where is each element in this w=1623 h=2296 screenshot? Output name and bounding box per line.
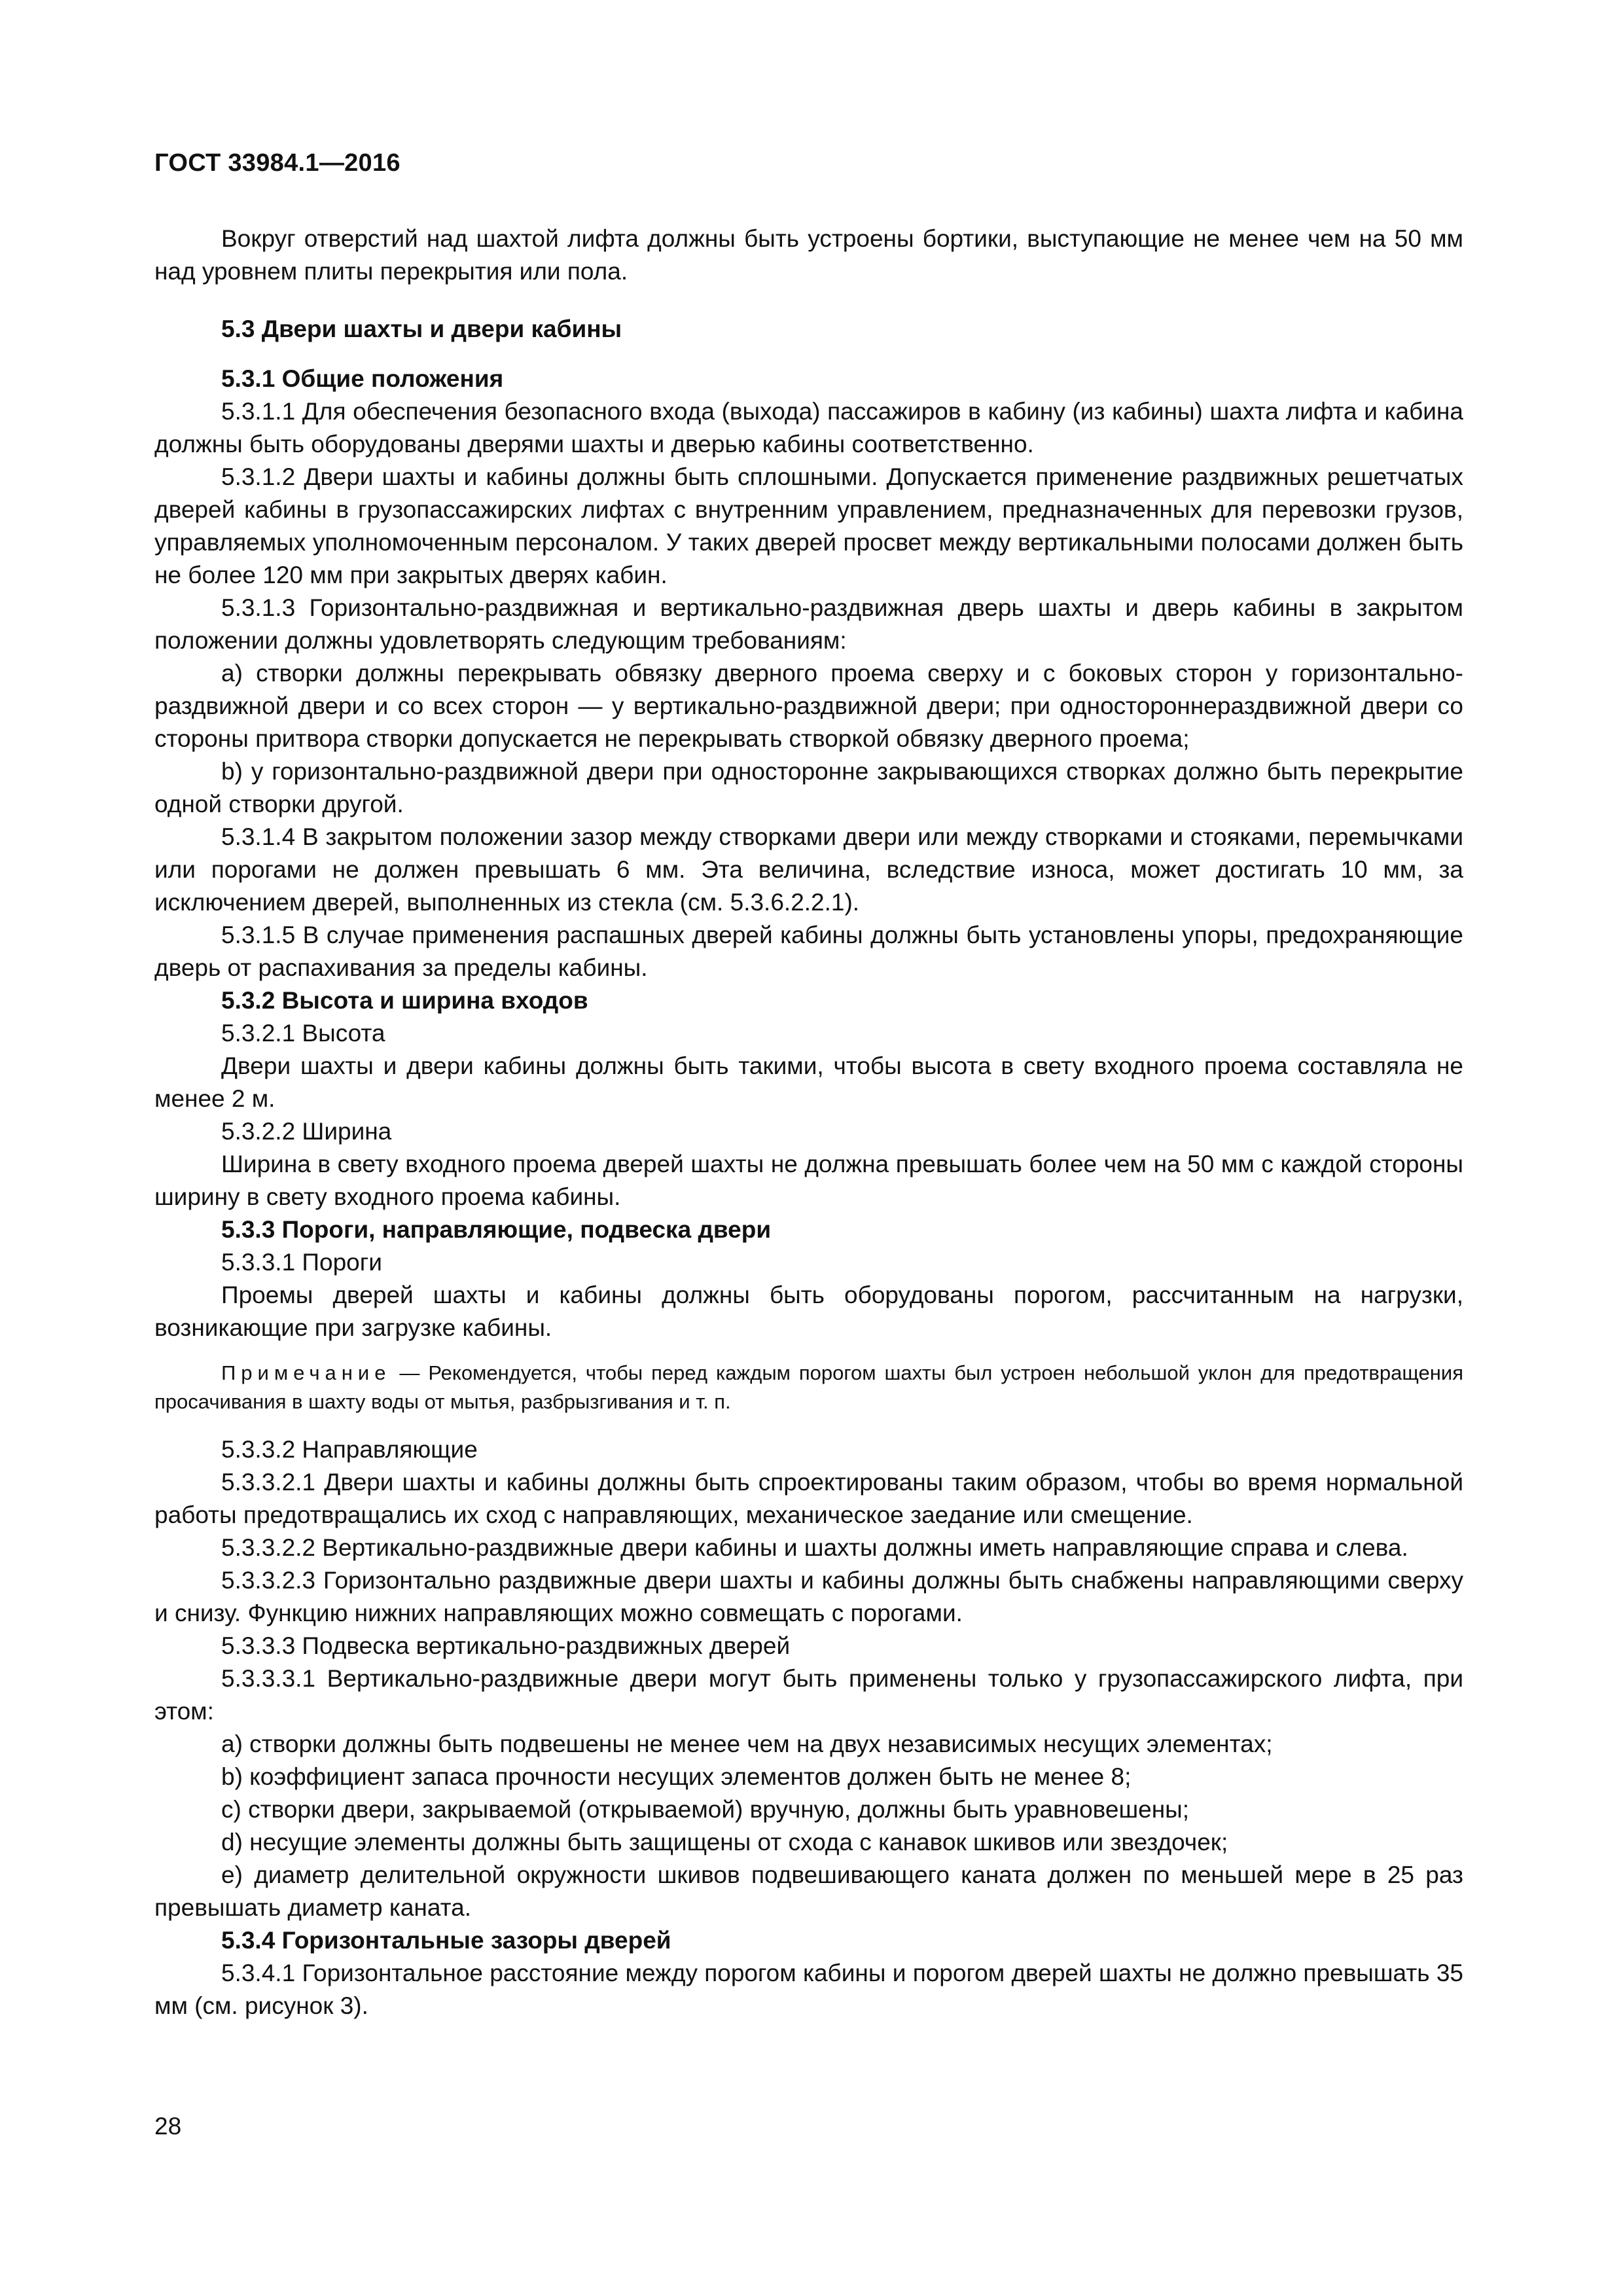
- paragraph-5-3-1-5: 5.3.1.5 В случае применения распашных дверей кабины должны быть установлены упоры, предохраняющие дверь от распахивания за пределы кабины.: [154, 922, 1463, 981]
- paragraph-5-3-1-4: 5.3.1.4 В закрытом положении зазор между створками двери или между створками и стояками, перемычками или порогами не должен превышать 6 мм. Эта величина, вследствие износа, может достигать 10 мм, за исключением дверей, выполненных из стекла (см. 5.3.6.2.2.1).: [154, 823, 1463, 916]
- list-item-d-suspension: d) несущие элементы должны быть защищены от схода с канавок шкивов или звездочек;: [221, 1829, 1228, 1856]
- subheading-5-3-3-1: 5.3.3.1 Пороги: [221, 1249, 382, 1276]
- list-item-b: b) у горизонтально-раздвижной двери при односторонне закрывающихся створках должно быть перекрытие одной створки другой.: [154, 758, 1463, 817]
- paragraph-5-3-3-2-1: 5.3.3.2.1 Двери шахты и кабины должны быть спроектированы таким образом, чтобы во время нормальной работы предотвращались их сход с направляющих, механическое заедание или смещение.: [154, 1469, 1463, 1528]
- subheading-5-3-3-3: 5.3.3.3 Подвеска вертикально-раздвижных дверей: [221, 1632, 791, 1659]
- paragraph-intro: Вокруг отверстий над шахтой лифта должны быть устроены бортики, выступающие не менее чем на 50 мм над уровнем плиты перекрытия или пола.: [154, 225, 1463, 285]
- subheading-5-3-3-2: 5.3.3.2 Направляющие: [221, 1436, 478, 1463]
- note-text: — Рекомендуется, чтобы перед каждым порогом шахты был устроен небольшой уклон для предотвращения просачивания в шахту воды от мытья, разбрызгивания и т. п.: [154, 1361, 1463, 1413]
- paragraph-5-3-3-2-3: 5.3.3.2.3 Горизонтально раздвижные двери шахты и кабины должны быть снабжены направляющими сверху и снизу. Функцию нижних направляющих можно совмещать с порогами.: [154, 1567, 1463, 1626]
- paragraph-5-3-3-3-1: 5.3.3.3.1 Вертикально-раздвижные двери могут быть применены только у грузопассажирского лифта, при этом:: [154, 1665, 1463, 1725]
- section-heading-5-3-2: 5.3.2 Высота и ширина входов: [221, 987, 588, 1014]
- section-heading-5-3-4: 5.3.4 Горизонтальные зазоры дверей: [221, 1927, 671, 1954]
- section-heading-5-3-1: 5.3.1 Общие положения: [221, 365, 504, 392]
- list-item-b-suspension: b) коэффициент запаса прочности несущих элементов должен быть не менее 8;: [221, 1763, 1132, 1790]
- note-label: Примечание: [221, 1361, 391, 1384]
- section-heading-5-3: 5.3 Двери шахты и двери кабины: [221, 315, 622, 342]
- page-number: 28: [154, 2113, 182, 2140]
- list-item-c-suspension: c) створки двери, закрываемой (открываемой) вручную, должны быть уравновешены;: [221, 1796, 1190, 1823]
- subheading-5-3-2-2: 5.3.2.2 Ширина: [221, 1118, 392, 1145]
- paragraph-5-3-1-3: 5.3.1.3 Горизонтально-раздвижная и вертикально-раздвижная дверь шахты и дверь кабины в закрытом положении должны удовлетворять следующим требованиям:: [154, 594, 1463, 654]
- standard-code: ГОСТ 33984.1—2016: [154, 149, 401, 177]
- paragraph-5-3-3-2-2: 5.3.3.2.2 Вертикально-раздвижные двери кабины и шахты должны иметь направляющие справа и слева.: [221, 1534, 1408, 1561]
- list-item-a-suspension: a) створки должны быть подвешены не менее чем на двух независимых несущих элементах;: [221, 1731, 1273, 1757]
- paragraph-height: Двери шахты и двери кабины должны быть такими, чтобы высота в свету входного проема составляла не менее 2 м.: [154, 1052, 1463, 1112]
- note: [154, 1359, 1463, 1416]
- list-item-a: a) створки должны перекрывать обвязку дверного проема сверху и с боковых сторон у горизонтально-раздвижной двери и со всех сторон — у вертикально-раздвижной двери; при одностороннераздвижной двери со стороны притвора створки допускается не перекрывать створкой обвязку дверного проема;: [154, 660, 1463, 752]
- paragraph-5-3-1-2: 5.3.1.2 Двери шахты и кабины должны быть сплошными. Допускается применение раздвижных решетчатых дверей кабины в грузопассажирских лифтах с внутренним управлением, предназначенных для перевозки грузов, управляемых уполномоченным персоналом. У таких дверей просвет между вертикальными полосами должен быть не более 120 мм при закрытых дверях кабин.: [154, 463, 1463, 588]
- paragraph-width: Ширина в свету входного проема дверей шахты не должна превышать более чем на 50 мм с каждой стороны ширину в свету входного проема кабины.: [154, 1151, 1463, 1210]
- section-heading-5-3-3: 5.3.3 Пороги, направляющие, подвеска двери: [221, 1216, 772, 1243]
- paragraph-5-3-1-1: 5.3.1.1 Для обеспечения безопасного входа (выхода) пассажиров в кабину (из кабины) шахта лифта и кабина должны быть оборудованы дверями шахты и дверью кабины соответственно.: [154, 398, 1463, 457]
- paragraph-5-3-4-1: 5.3.4.1 Горизонтальное расстояние между порогом кабины и порогом дверей шахты не должно превышать 35 мм (см. рисунок 3).: [154, 1960, 1463, 2019]
- document-body: [154, 223, 1463, 2022]
- paragraph-thresholds: Проемы дверей шахты и кабины должны быть оборудованы порогом, рассчитанным на нагрузки, возникающие при загрузке кабины.: [154, 1282, 1463, 1341]
- list-item-e-suspension: e) диаметр делительной окружности шкивов подвешивающего каната должен по меньшей мере в 25 раз превышать диаметр каната.: [154, 1861, 1463, 1921]
- subheading-5-3-2-1: 5.3.2.1 Высота: [221, 1020, 385, 1047]
